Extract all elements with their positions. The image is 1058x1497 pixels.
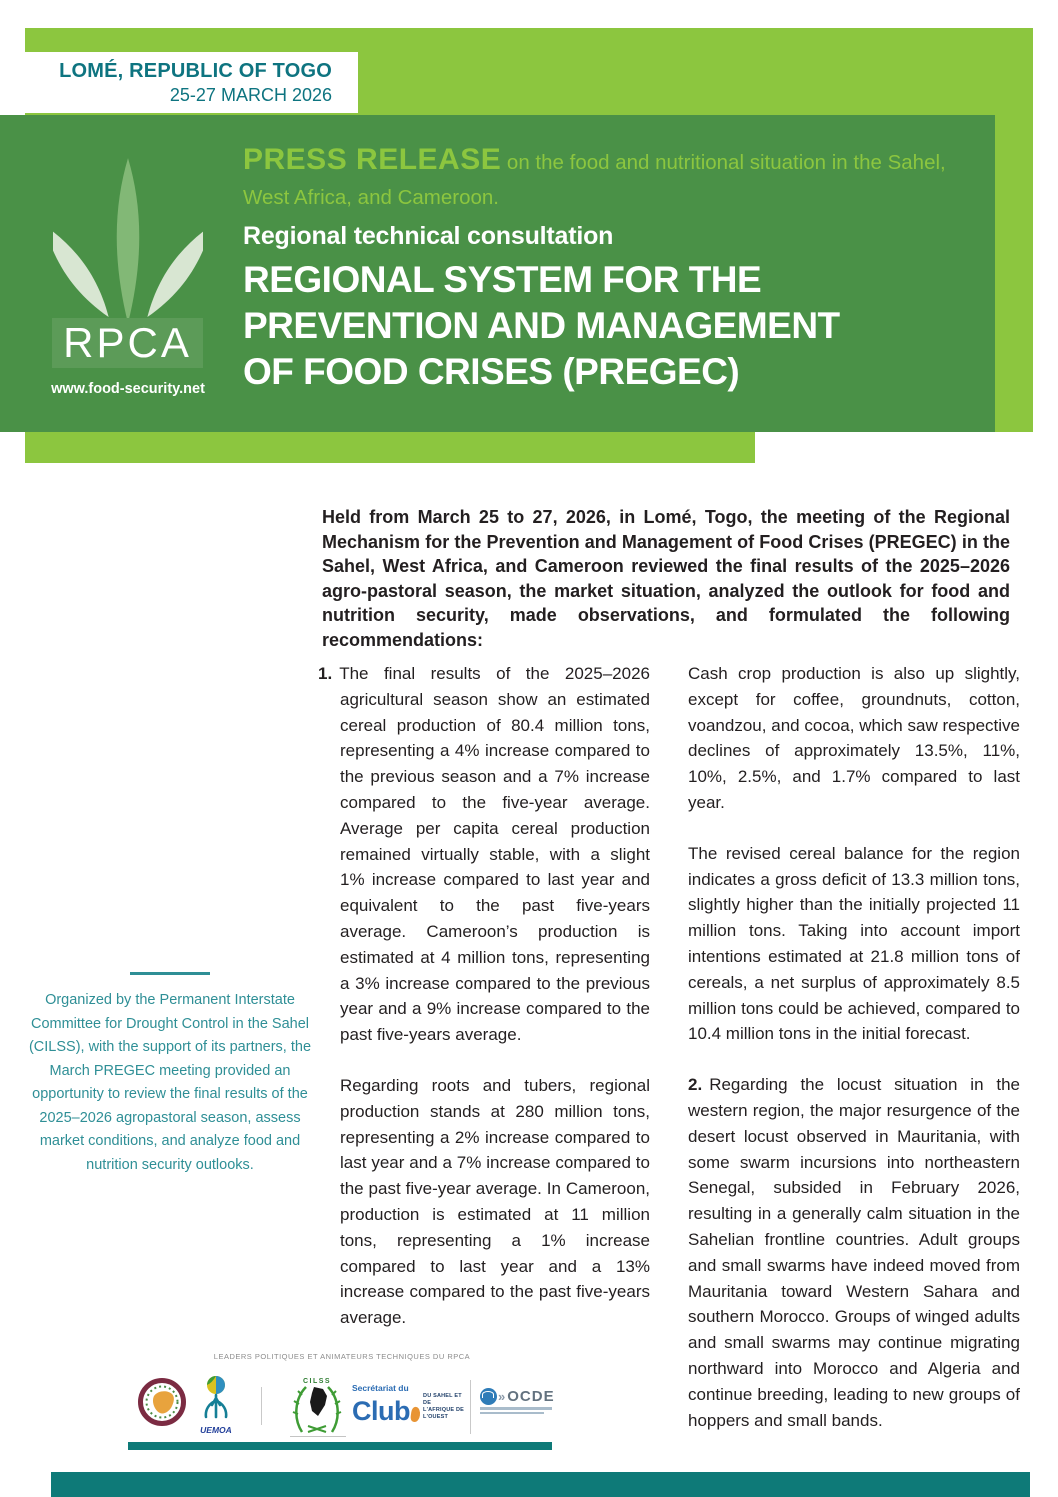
- uemoa-logo-icon: [194, 1374, 238, 1436]
- cilss-label: CILSS: [302, 1378, 332, 1385]
- banner-underline-strip: [25, 432, 755, 463]
- ocde-globe-icon: [480, 1388, 497, 1405]
- club-secretariat-label: Secrétariat du: [352, 1383, 409, 1393]
- rpca-leaves-icon: [53, 137, 203, 332]
- paragraph-cereal-balance: The revised cereal balance for the region indicates a gross deficit of 13.3 million tons, slightly higher than the initially projected 11 million tons. Taking into account import intentions estimated at 21.8 million tons of cereals, a net surplus of approximately 8.5 million tons could be achieved, compared to 10.4 million tons in the initial forecast.: [688, 843, 1020, 1044]
- intro-paragraph: Held from March 25 to 27, 2026, in Lomé, Togo, the meeting of the Regional Mechanism for the Prevention and Management of Food Crises (PREGEC) in the Sahel, West Africa, and Cameroon reviewed the final results of the 2025–2026 agro-pastoral season, the market situation, analyzed the outlook for food and nutrition security, made observations, and formulated the following recommendations:: [322, 507, 1010, 650]
- footer-caption: LEADERS POLITIQUES ET ANIMATEURS TECHNIQUES DU RPCA: [213, 1352, 471, 1361]
- club-sahel-logo: [352, 1384, 470, 1424]
- title-banner: [0, 115, 995, 432]
- main-title-line2: PREVENTION AND MANAGEMENT: [243, 305, 840, 346]
- sidebar-note: [25, 972, 315, 1177]
- sidebar-rule: [130, 972, 210, 975]
- paragraph-1: [318, 661, 650, 1048]
- main-title-line1: REGIONAL SYSTEM FOR THE: [243, 259, 762, 300]
- footer-bottom-bar: [51, 1472, 1030, 1497]
- event-location-box: [25, 52, 358, 113]
- cilss-underline: [290, 1436, 346, 1437]
- right-column: [688, 661, 1020, 1458]
- press-release-topic: on the food and nutritional situation in the Sahel,: [501, 151, 946, 174]
- ocde-logo: [480, 1388, 558, 1414]
- paragraph-2-number: 2.: [688, 1075, 703, 1095]
- paragraph-1-number: 1.: [318, 664, 333, 683]
- ecowas-logo-icon: [138, 1378, 186, 1426]
- footer-accent-bar: [128, 1442, 552, 1450]
- press-release-label: PRESS RELEASE: [243, 143, 502, 176]
- logo-divider: [261, 1387, 262, 1425]
- sidebar-note-text: Organized by the Permanent Interstate Committee for Drought Control in the Sahel (CILSS), with the support of its partners, the March PREGEC meeting provided an opportunity to review the final results of the 2025–2026 agropastoral season, assess market conditions, and analyze food and nutrition security outlooks.: [28, 992, 312, 1173]
- consultation-subtitle: Regional technical consultation: [243, 222, 614, 250]
- ocde-label: OCDE: [507, 1388, 555, 1405]
- club-name-label: Club: [352, 1396, 410, 1426]
- event-location: LOMÉ, REPUBLIC OF TOGO: [59, 60, 332, 82]
- main-title: [243, 257, 988, 395]
- paragraph-cash-crops: Cash crop production is also up slightly, except for coffee, groundnuts, cotton, voandzou, and cocoa, which saw respective declines of approximately 13.5%, 11%, 10%, 2.5%, and 1.7% compared to last year.: [688, 664, 1020, 812]
- right-green-stripe: [995, 28, 1033, 432]
- club-africa-icon: [410, 1406, 421, 1422]
- press-release-topic-line2: West Africa, and Cameroon.: [243, 186, 499, 209]
- ocde-arrows-icon: »: [498, 1389, 506, 1404]
- ocde-tagline-line: [480, 1412, 544, 1415]
- banner-text: [243, 143, 988, 395]
- club-region-label: DU SAHEL ET DE L'AFRIQUE DE L'OUEST: [423, 1393, 465, 1420]
- left-column: [318, 661, 650, 1356]
- paragraph-roots-tubers: Regarding roots and tubers, regional production stands at 280 million tons, representing a 2% increase compared to last year and a 7% increase compared to the past five-year average. In Cameroon, production is estimated at 11 million tons, representing a 1% increase compared to last year and a 13% increase compared to the past five-years average.: [340, 1075, 650, 1328]
- press-release-heading: [243, 143, 988, 177]
- ocde-tagline-line: [480, 1407, 552, 1410]
- rpca-acronym: RPCA: [52, 318, 203, 368]
- uemoa-label: UEMOA: [200, 1425, 232, 1435]
- event-dates: 25-27 MARCH 2026: [169, 85, 332, 105]
- paragraph-2: [688, 1072, 1020, 1433]
- paragraph-2-text: Regarding the locust situation in the western region, the major resurgence of the desert locust observed in Mauritania, with some swarm incursions into northeastern Senegal, subsided in February 2026, resulting in a generally calm situation in the Sahelian frontline countries. Adult groups and small swarms have indeed moved from Mauritania toward Western Sahara and southern Morocco. Groups of winged adults and small swarms may continue migrating northward into Morocco and Algeria and continue breeding, leading to new groups of hoppers and small bands.: [688, 1075, 1020, 1430]
- cilss-logo-icon: [288, 1374, 346, 1436]
- logo-divider: [470, 1380, 471, 1434]
- main-title-line3: OF FOOD CRISES (PREGEC): [243, 351, 740, 392]
- website-link[interactable]: www.food-security.net: [51, 381, 205, 397]
- paragraph-1-text: The final results of the 2025–2026 agricultural season show an estimated cereal production of 80.4 million tons, representing a 4% increase compared to the previous season and a 7% increase compared to the five-year average. Average per capita cereal production remained virtually stable, with a slight 1% increase compared to last year and equivalent to the past five-years average. Cameroon’s production is estimated at 4 million tons, representing a 3% increase compared to the previous year and a 9% increase compared to the past five-years average.: [339, 664, 650, 1045]
